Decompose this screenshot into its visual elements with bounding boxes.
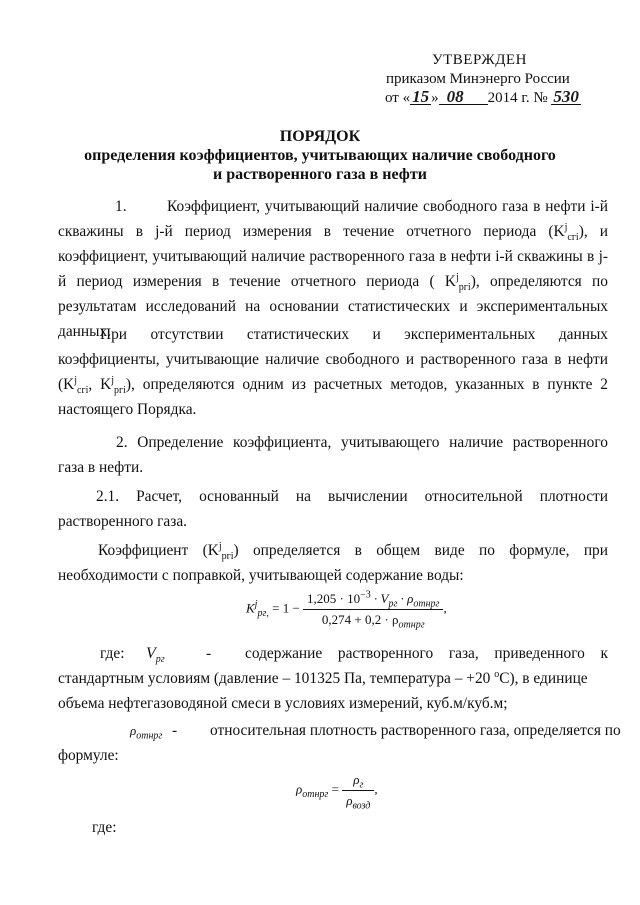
formula-2-eq: = <box>331 781 339 797</box>
paragraph-1-text-a: Коэффициент, учитывающий наличие свободного газа в нефти i-й скважины в j-й период измерения в течение отчетного периода (K <box>58 198 608 240</box>
paragraph-2-sup2: j <box>111 374 114 386</box>
formula-1-num-rho-sub: отнрг <box>413 598 440 610</box>
paragraph-5-text-b: ) определяется в общем виде по формуле, при необходимости с поправкой, учитывающей содержание воды: <box>58 542 608 584</box>
paragraph-1-sup: j <box>564 221 568 233</box>
paragraph-1-sub: сгi <box>567 232 579 244</box>
formula-1-den-a: 0,274 + 0,2 · ρ <box>321 612 399 627</box>
approval-date-line <box>385 88 581 107</box>
paragraph-5-sup: j <box>218 540 222 552</box>
formula-1-lhs-sub: pг, <box>257 608 269 620</box>
where-1-sym-sub: pг <box>155 654 165 666</box>
paragraph-1-number: 1. <box>115 198 127 215</box>
paragraph-1-sup2: j <box>456 271 459 283</box>
formula-2-den: ρ <box>346 793 353 808</box>
where-2-dash: - <box>172 722 178 739</box>
formula-coefficient <box>246 589 447 631</box>
where-1-text-2b: С), в единице <box>499 670 588 687</box>
where-2-sym-sub: отнрг <box>136 730 163 742</box>
paragraph-2 <box>58 322 608 422</box>
where-2-symbol <box>130 723 163 742</box>
paragraph-1-sub2: pгi <box>458 282 471 294</box>
where-1-text-2a: стандартным условиям (давление – 101325 Па, температура – +20 <box>58 670 495 687</box>
formula-1-lhs-sup: j <box>254 599 258 611</box>
approval-heading: УТВЕРЖДЕН <box>432 52 527 68</box>
formula-1-tail: , <box>443 600 447 616</box>
where-1-line-1 <box>100 644 608 664</box>
paragraph-2-text-b: , K <box>88 376 112 393</box>
page-subtitle-1: определения коэффициентов, учитывающих наличие свободного <box>84 147 556 164</box>
where-1-symbol <box>146 644 165 664</box>
approval-prefix: от « <box>385 90 411 106</box>
formula-2-lhs: ρ <box>296 781 303 797</box>
formula-1-denominator <box>303 610 443 631</box>
where-2-text-1: относительная плотность растворенного газа, определяется по <box>210 722 621 739</box>
paragraph-2-sub2: pгi <box>114 385 126 397</box>
approval-number: 530 <box>553 87 579 106</box>
paragraph-1-text-c: ), определяются по результатам исследований на основании статистических и экспериментальных данных. <box>58 273 608 340</box>
formula-2-numerator <box>342 772 374 791</box>
formula-1-den-sub: отнрг <box>398 619 425 631</box>
formula-1-num-exp: −3 <box>360 589 371 601</box>
formula-2-lhs-sub: отнрг <box>302 789 329 801</box>
formula-2-num: ρ <box>353 772 360 787</box>
formula-2-num-sub: г <box>359 779 364 791</box>
formula-1-numerator <box>303 591 443 610</box>
paragraph-5-text-a: Коэффициент (K <box>98 542 219 559</box>
formula-relative-density <box>296 772 378 812</box>
formula-1-num-rho: · ρ <box>400 591 414 606</box>
paragraph-5 <box>58 538 608 588</box>
where-2-line-2: формуле: <box>58 747 119 764</box>
formula-1-lhs: K <box>246 600 255 616</box>
approval-month: 08 <box>439 88 488 106</box>
where-1-degree: o <box>494 668 500 680</box>
where-1-sym-v: V <box>146 645 156 662</box>
where-3-label: где: <box>92 819 117 836</box>
formula-1-fraction <box>303 589 443 631</box>
where-1-line-3: объема нефтегазоводяной смеси в условиях измерений, куб.м/куб.м; <box>58 695 508 712</box>
formula-1-num-a: 1,205 · 10 <box>307 591 361 606</box>
where-1-dash: - <box>206 645 212 662</box>
formula-2-tail: , <box>374 781 378 797</box>
paragraph-2-text-a: При отсутствии статистических и экспериментальных данных коэффициенты, учитывающие наличие свободного и растворенного газа в нефти (K <box>58 326 608 393</box>
formula-1-eq: = 1 − <box>272 600 300 616</box>
paragraph-2-text-c: ), определяются одним из расчетных методов, указанных в пункте 2 настоящего Порядка. <box>58 376 609 418</box>
formula-2-fraction <box>342 772 374 812</box>
where-2-line-1 <box>130 721 621 742</box>
paragraph-1-text-b: ), и коэффициент, учитывающий наличие растворенного газа в нефти i-й скважины в j-й период измерения в течение отчетного периода ( K <box>58 223 608 290</box>
page-subtitle-2: и растворенного газа в нефти <box>213 166 427 183</box>
formula-2-den-sub: возд <box>352 800 371 812</box>
formula-2-denominator <box>342 791 374 812</box>
approval-mid: » <box>431 90 439 106</box>
paragraph-3: 2. Определение коэффициента, учитывающего наличие растворенного газа в нефти. <box>58 434 608 476</box>
formula-1-num-v: · V <box>374 591 389 606</box>
where-1-text-1: содержание растворенного газа, приведенного к <box>245 645 608 662</box>
approval-order: приказом Минэнерго России <box>386 71 570 87</box>
paragraph-4: 2.1. Расчет, основанный на вычислении относительной плотности растворенного газа. <box>58 488 608 530</box>
where-1-line-2 <box>58 669 588 689</box>
page-title: ПОРЯДОК <box>279 128 361 145</box>
paragraph-2-sup: j <box>74 374 78 386</box>
paragraph-2-sub: сгi <box>77 385 89 397</box>
approval-day: 15 <box>412 87 430 106</box>
approval-year: 2014 г. № <box>487 90 548 106</box>
where-2-sym-rho: ρ <box>130 723 137 738</box>
formula-1-num-v-sub: pг <box>388 598 398 610</box>
where-1-label: где: <box>100 645 125 662</box>
paragraph-5-sub: pгi <box>221 551 234 563</box>
